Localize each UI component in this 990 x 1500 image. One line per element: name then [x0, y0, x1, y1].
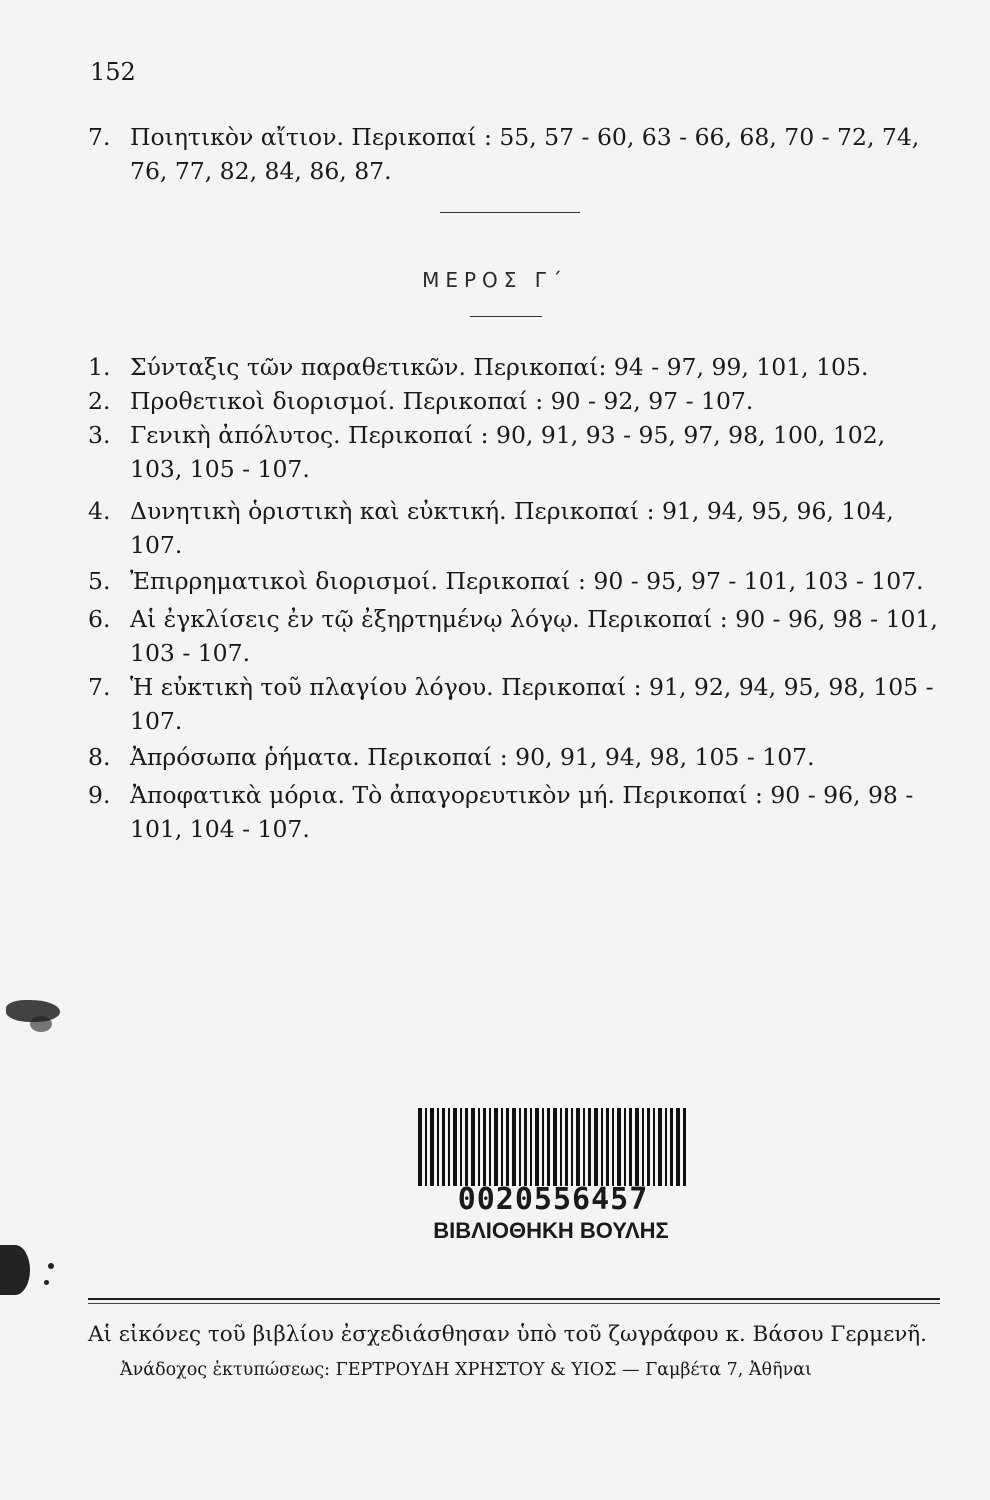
item-number: 9. [88, 781, 111, 809]
ink-smudge [0, 1245, 30, 1295]
list-item [88, 350, 938, 384]
illustrator-credit: Αἱ εἰκόνες τοῦ βιβλίου ἐσχεδιάσθησαν ὑπὸ τοῦ ζωγράφου κ. Βάσου Γερμενῆ. [88, 1322, 927, 1347]
item-number: 6. [88, 605, 111, 633]
section-divider-bottom [470, 316, 542, 317]
list-item [88, 670, 938, 738]
item-number: 7. [88, 123, 111, 151]
list-item [88, 494, 938, 562]
item-text: Ἐπιρρηματικοὶ διορισμοί. Περικοπαί : 90 - 95, 97 - 101, 103 - 107. [130, 567, 924, 595]
item-text: Αἱ ἐγκλίσεις ἐν τῷ ἐξηρτημένῳ λόγῳ. Περικοπαί : 90 - 96, 98 - 101, 103 - 107. [130, 605, 938, 667]
ink-dot [48, 1263, 54, 1269]
list-item [88, 740, 938, 774]
item-text: Ἀποφατικὰ μόρια. Τὸ ἀπαγορευτικὸν μή. Περικοπαί : 90 - 96, 98 - 101, 104 - 107. [130, 781, 914, 843]
item-number: 7. [88, 673, 111, 701]
barcode-library-name: ΒΙΒΛΙΟΘΗΚΗ ΒΟΥΛΗΣ [433, 1218, 669, 1243]
page-number: 152 [90, 58, 136, 86]
part-b-item-7 [88, 120, 938, 188]
list-item [88, 778, 938, 846]
library-barcode [412, 1100, 690, 1250]
item-text: Ἡ εὐκτικὴ τοῦ πλαγίου λόγου. Περικοπαί : 91, 92, 94, 95, 98, 105 - 107. [130, 673, 934, 735]
ink-smudge [30, 1016, 52, 1032]
item-number: 1. [88, 353, 111, 381]
item-text: Ἀπρόσωπα ῥήματα. Περικοπαί : 90, 91, 94, 98, 105 - 107. [130, 743, 815, 771]
footer-rule [88, 1298, 940, 1300]
list-item [88, 384, 938, 418]
list-item [88, 418, 938, 486]
barcode-bars [418, 1108, 688, 1186]
item-text: Ποιητικὸν αἴτιον. Περικοπαί : 55, 57 - 60, 63 - 66, 68, 70 - 72, 74, 76, 77, 82, 84, 86, 87. [130, 123, 920, 185]
item-text: Δυνητικὴ ὁριστικὴ καὶ εὐκτική. Περικοπαί : 91, 94, 95, 96, 104, 107. [130, 497, 894, 559]
publisher-line: Ἀνάδοχος ἐκτυπώσεως: ΓΕΡΤΡΟΥΔΗ ΧΡΗΣΤΟΥ & ΥΙΟΣ — Γαμβέτα 7, Ἀθῆναι [120, 1360, 812, 1380]
item-number: 2. [88, 387, 111, 415]
item-number: 5. [88, 567, 111, 595]
section-divider-top [440, 212, 580, 213]
item-number: 8. [88, 743, 111, 771]
item-number: 4. [88, 497, 111, 525]
ink-dot [44, 1280, 49, 1285]
part-heading: ΜΕΡΟΣ Γ΄ [422, 268, 568, 292]
item-text: Γενικὴ ἀπόλυτος. Περικοπαί : 90, 91, 93 - 95, 97, 98, 100, 102, 103, 105 - 107. [130, 421, 886, 483]
footer-rule [88, 1303, 940, 1304]
item-text: Προθετικοὶ διορισμοί. Περικοπαί : 90 - 92, 97 - 107. [130, 387, 754, 415]
item-number: 3. [88, 421, 111, 449]
list-item [88, 564, 938, 598]
list-item [88, 602, 938, 670]
item-text: Σύνταξις τῶν παραθετικῶν. Περικοπαί: 94 - 97, 99, 101, 105. [130, 353, 869, 381]
barcode-number: 0020556457 [457, 1182, 649, 1217]
